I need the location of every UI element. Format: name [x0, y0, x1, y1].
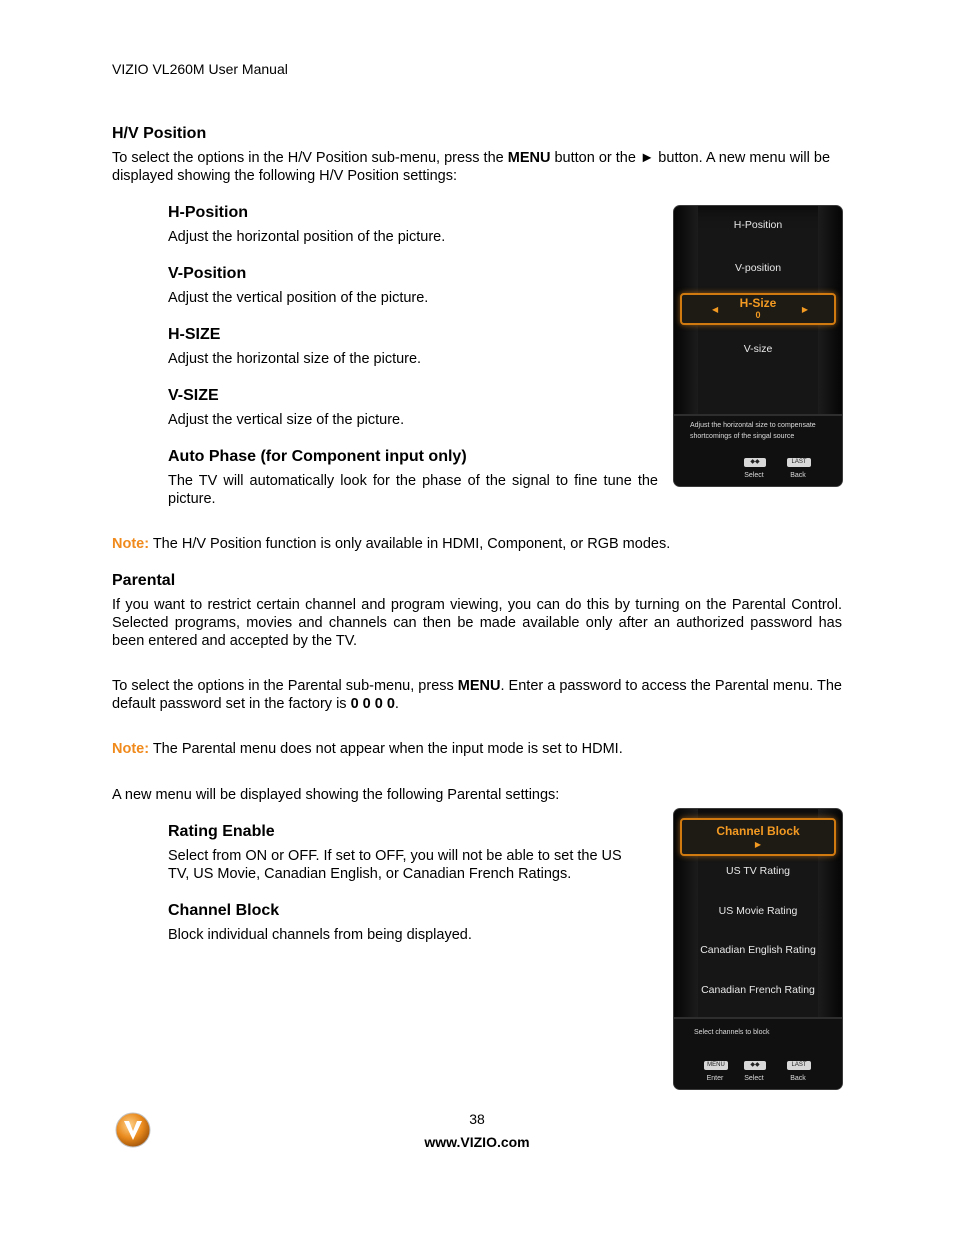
- note-text: The H/V Position function is only available in HDMI, Component, or RGB modes.: [149, 536, 671, 552]
- menu-help-area: [674, 414, 842, 486]
- parental-intro: A new menu will be displayed showing the following Parental settings:: [112, 787, 560, 803]
- parental-menu-screenshot: [673, 808, 843, 1090]
- selected-item-title: H-Size: [739, 296, 777, 310]
- arrows-button-icon: ◆◆: [744, 1061, 766, 1070]
- hv-note: [112, 535, 670, 553]
- parental-item-desc: Select from ON or OFF. If set to OFF, you will not be able to set the US TV, US Movie, Canadian English, or Canadian French Ratings.: [168, 848, 622, 882]
- parental-item-title: Rating Enable: [168, 823, 275, 840]
- selected-item-title: Channel Block: [716, 824, 800, 838]
- select-label: Select: [744, 1075, 764, 1082]
- parental-section-title: Parental: [112, 572, 176, 589]
- hv-item-desc: Adjust the horizontal position of the picture.: [168, 229, 446, 245]
- menu-item-v-size: V-size: [743, 343, 773, 355]
- back-label: Back: [790, 472, 806, 479]
- hv-item-title: H-Position: [168, 204, 248, 221]
- hv-item-desc: Adjust the vertical position of the picture.: [168, 290, 429, 306]
- right-arrow-icon: ▶: [754, 840, 762, 849]
- help-text-line: Select channels to block: [694, 1029, 770, 1036]
- back-label: Back: [790, 1075, 806, 1082]
- parental-item-title: Channel Block: [168, 902, 280, 919]
- select-label: Select: [744, 472, 764, 479]
- parental-para-2-text-2: . Enter a password to access the Parental menu. The default password set in the factory is: [112, 678, 842, 712]
- hv-intro: [112, 149, 842, 185]
- enter-label: Enter: [706, 1075, 724, 1082]
- footer-url: www.VIZIO.com: [424, 1134, 530, 1150]
- default-password: 0 0 0 0: [350, 696, 395, 712]
- hv-section-title: H/V Position: [112, 125, 207, 142]
- menu-item-canadian-english-rating: Canadian English Rating: [700, 944, 816, 956]
- selected-item-value: 0: [755, 310, 761, 320]
- menu-item-h-position: H-Position: [733, 219, 783, 231]
- hv-intro-text-1: To select the options in the H/V Position sub-menu, press the: [112, 150, 508, 166]
- arrows-button-icon: ◆◆: [744, 458, 766, 467]
- note-text: The Parental menu does not appear when the input mode is set to HDMI.: [149, 741, 623, 757]
- left-arrow-icon: ◀: [712, 305, 719, 314]
- menu-item-v-position: V-position: [734, 262, 782, 274]
- parental-para-2-text-1: To select the options in the Parental sub-menu, press: [112, 678, 458, 694]
- help-text-line: Adjust the horizontal size to compensate: [690, 422, 816, 429]
- help-text-line: shortcomings of the singal source: [690, 433, 795, 440]
- parental-para-1: If you want to restrict certain channel and program viewing, you can do this by turning on the Parental Control. Selected programs, movies and channels can then be made available only after an authorized password has been entered and accepted by the TV.: [112, 597, 842, 649]
- hv-item-desc: Adjust the vertical size of the picture.: [168, 412, 405, 428]
- parental-item-desc: Block individual channels from being displayed.: [168, 927, 472, 943]
- note-label: Note:: [112, 741, 150, 757]
- hv-position-menu-screenshot: [673, 205, 843, 487]
- parental-para-2: [112, 677, 842, 713]
- menu-item-h-size-selected: [680, 293, 836, 325]
- hv-item-title: V-Position: [168, 265, 247, 282]
- last-button-icon: LAST: [787, 1061, 811, 1070]
- page-header: VIZIO VL260M User Manual: [112, 61, 288, 77]
- parental-para-2-menu: MENU: [457, 678, 501, 694]
- last-button-icon: LAST: [787, 458, 811, 467]
- hv-intro-text-2: button or the ► button. A new menu will be displayed showing the following H/V Position settings:: [112, 150, 831, 184]
- menu-button-icon: MENU: [704, 1061, 728, 1070]
- hv-item-title: Auto Phase (for Component input only): [168, 448, 467, 465]
- menu-item-us-movie-rating: US Movie Rating: [718, 905, 798, 917]
- hv-item-desc: The TV will automatically look for the phase of the signal to fine tune the picture.: [168, 473, 658, 507]
- hv-item-title: V-SIZE: [168, 387, 219, 404]
- hv-item-title: H-SIZE: [168, 326, 221, 343]
- menu-help-area: [674, 1017, 842, 1089]
- right-arrow-icon: ▶: [801, 305, 808, 314]
- menu-item-us-tv-rating: US TV Rating: [726, 865, 790, 877]
- parental-para-2-text-3: .: [394, 696, 399, 712]
- note-label: Note:: [112, 536, 150, 552]
- hv-item-desc: Adjust the horizontal size of the picture.: [168, 351, 422, 367]
- page-number: 38: [469, 1111, 485, 1127]
- hv-intro-menu: MENU: [507, 150, 551, 166]
- parental-note: [112, 740, 623, 758]
- menu-item-channel-block-selected: [680, 818, 836, 856]
- menu-item-canadian-french-rating: Canadian French Rating: [701, 984, 815, 996]
